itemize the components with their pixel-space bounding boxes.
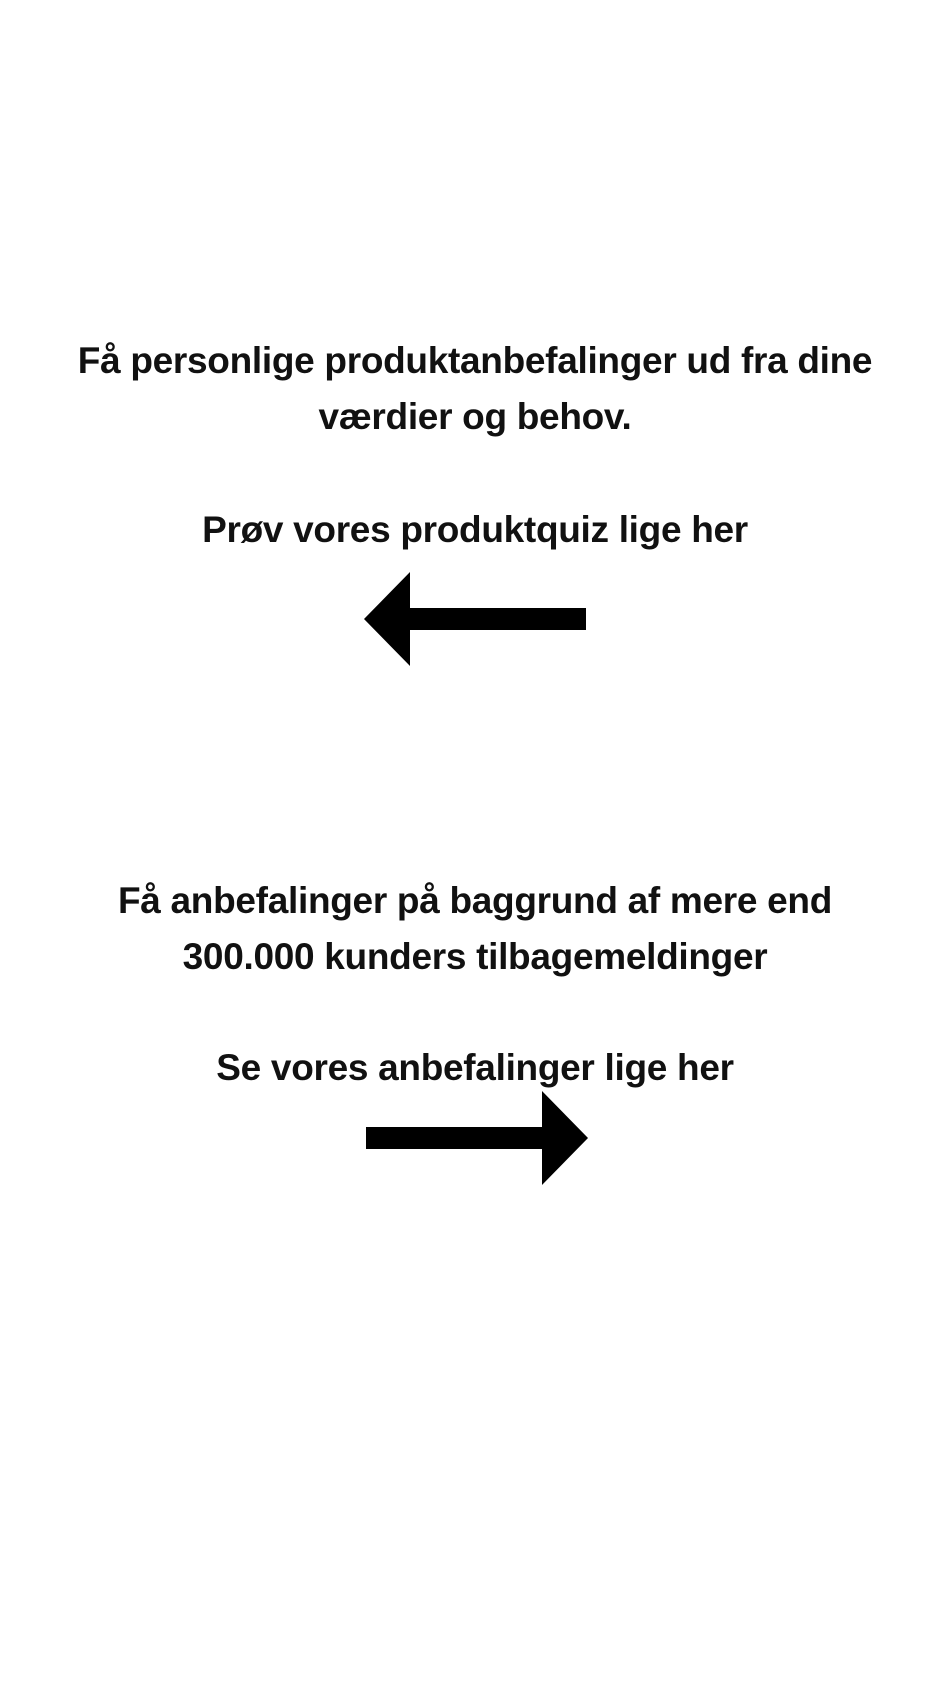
arrow-right-icon[interactable]: [364, 1091, 588, 1185]
recommendations-cta-text[interactable]: Se vores anbefalinger lige her: [216, 1047, 734, 1088]
arrow-left-icon[interactable]: [364, 572, 588, 666]
recommendations-headline: [0, 873, 950, 985]
quiz-headline-line-2: værdier og behov.: [318, 396, 632, 437]
recommendations-headline-line-2: 300.000 kunders tilbagemeldinger: [182, 936, 768, 977]
quiz-cta-text[interactable]: Prøv vores produktquiz lige her: [202, 509, 748, 550]
recommendations-headline-line-1: Få anbefalinger på baggrund af mere end: [117, 880, 833, 921]
quiz-headline: [0, 333, 950, 445]
quiz-headline-line-1: Få personlige produktanbefalinger ud fra dine: [77, 340, 873, 381]
